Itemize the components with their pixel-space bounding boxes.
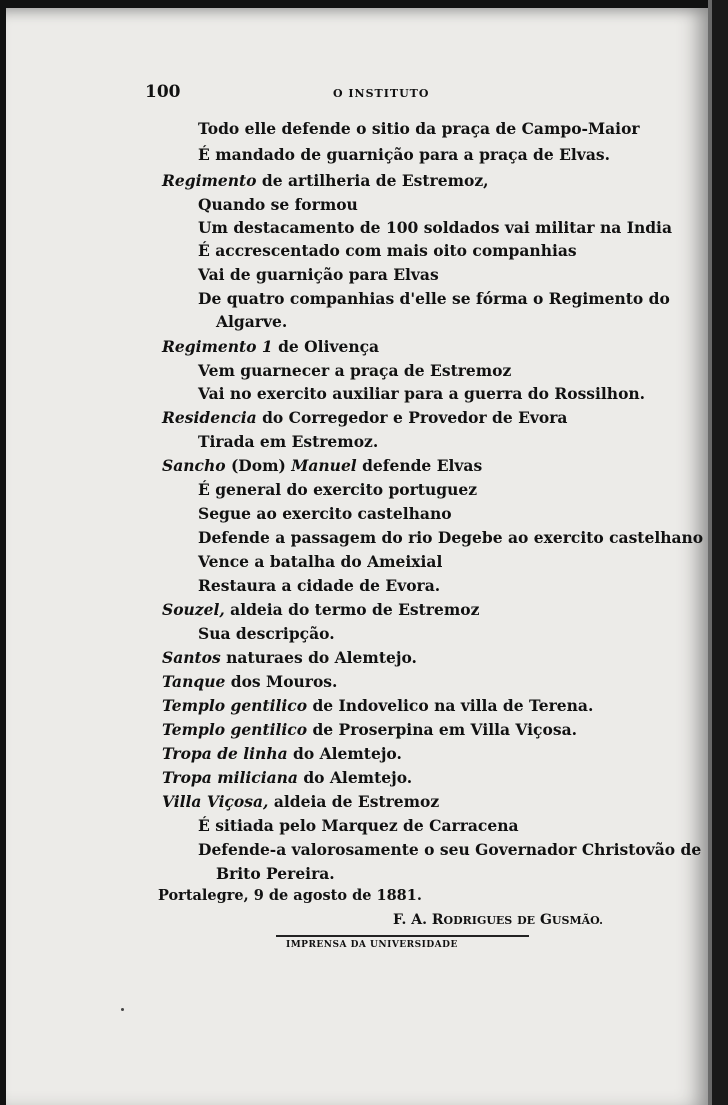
index-line: Vai no exercito auxiliar para a guerra do Rossilhon.: [198, 384, 646, 403]
index-line: Residencia do Corregedor e Provedor de Evora: [162, 408, 568, 427]
index-line: É mandado de guarnição para a praça de Elvas.: [198, 145, 610, 164]
index-line: Sua descripção.: [198, 624, 335, 643]
index-line: Tropa miliciana do Alemtejo.: [162, 768, 413, 787]
index-line: Todo elle defende o sitio da praça de Campo-Maior: [198, 119, 640, 138]
index-line: Regimento 1 de Olivença: [162, 337, 380, 356]
place-date: Portalegre, 9 de agosto de 1881.: [158, 887, 422, 904]
index-line: Segue ao exercito castelhano: [198, 504, 452, 523]
index-line: É accrescentado com mais oito companhias: [198, 241, 577, 260]
index-line: Defende a passagem do rio Degebe ao exercito castelhano: [198, 528, 704, 547]
index-line: Defende-a valorosamente o seu Governador Christovão de: [198, 840, 702, 859]
index-line: Restaura a cidade de Evora.: [198, 576, 441, 595]
index-line: Villa Viçosa, aldeia de Estremoz: [162, 792, 440, 811]
scan-right-edge: [712, 0, 728, 1105]
index-line: Tirada em Estremoz.: [198, 432, 379, 451]
index-line: Santos naturaes do Alemtejo.: [162, 648, 417, 667]
index-line: Quando se formou: [198, 195, 358, 214]
index-line: Vai de guarnição para Elvas: [198, 265, 439, 284]
index-line: Souzel, aldeia do termo de Estremoz: [162, 600, 480, 619]
speck: [121, 1008, 124, 1011]
index-line: Um destacamento de 100 soldados vai militar na India: [198, 218, 672, 237]
index-line: Brito Pereira.: [216, 864, 335, 883]
index-line: Vence a batalha do Ameixial: [198, 552, 443, 571]
index-line: Vem guarnecer a praça de Estremoz: [198, 361, 512, 380]
imprint-rule: [276, 935, 529, 937]
index-line: Tanque dos Mouros.: [162, 672, 338, 691]
index-line: Tropa de linha do Alemtejo.: [162, 744, 402, 763]
running-title: O INSTITUTO: [333, 87, 430, 100]
index-line: Regimento de artilheria de Estremoz,: [162, 171, 489, 190]
index-line: É general do exercito portuguez: [198, 480, 477, 499]
author-signature: F. A. RODRIGUES DE GUSMÃO.: [393, 912, 603, 928]
index-line: Sancho (Dom) Manuel defende Elvas: [162, 456, 483, 475]
page-number: 100: [145, 82, 181, 102]
index-line: Algarve.: [216, 312, 288, 331]
index-line: Templo gentilico de Indovelico na villa de Terena.: [162, 696, 594, 715]
index-line: Templo gentilico de Proserpina em Villa Viçosa.: [162, 720, 578, 739]
index-line: É sitiada pelo Marquez de Carracena: [198, 816, 519, 835]
imprint: IMPRENSA DA UNIVERSIDADE: [286, 940, 458, 950]
index-line: De quatro companhias d'elle se fórma o Regimento do: [198, 289, 670, 308]
